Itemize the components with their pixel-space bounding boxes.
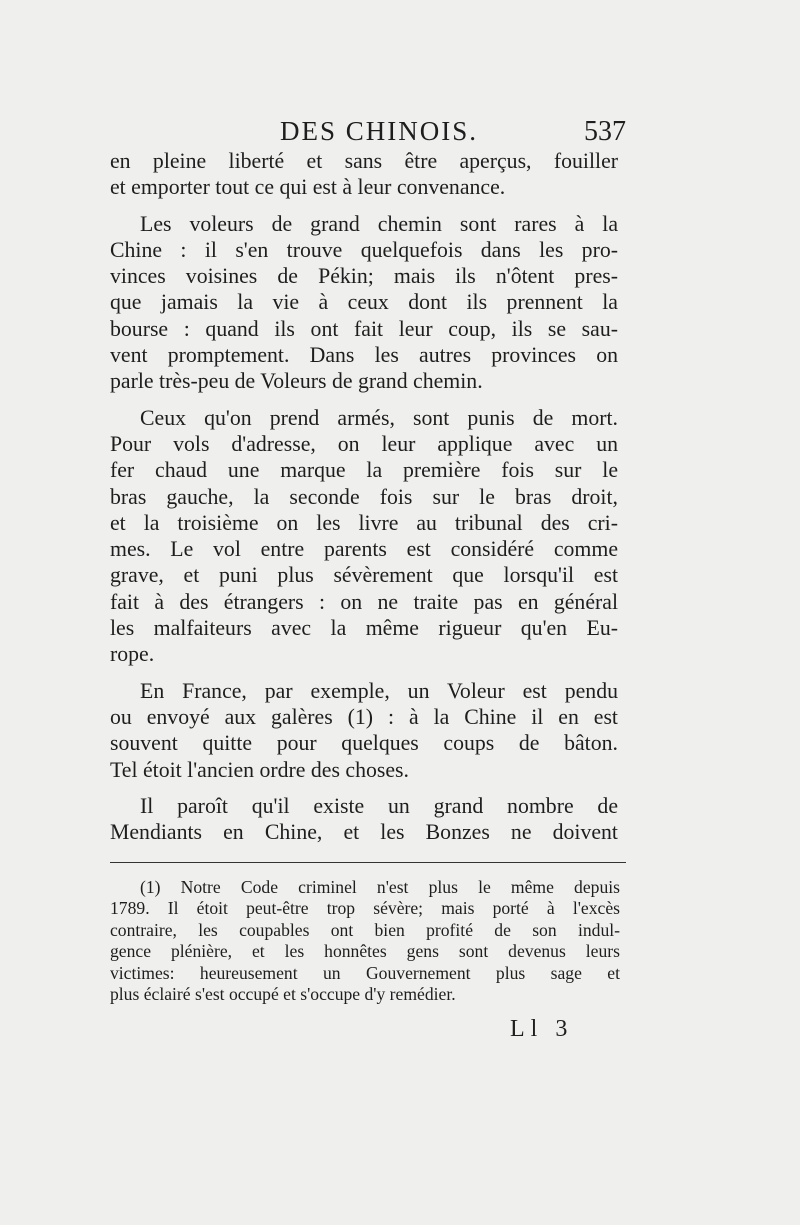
body-text	[110, 148, 618, 845]
text-line: Il paroît qu'il existe un grand nombre de	[140, 793, 618, 818]
text-line: vent promptement. Dans les autres provinces on	[110, 343, 618, 368]
text-line: que jamais la vie à ceux dont ils prennent la	[110, 290, 618, 315]
text-line: fer chaud une marque la première fois sur le	[110, 458, 618, 483]
text-line: Ceux qu'on prend armés, sont punis de mort.	[140, 405, 618, 430]
running-head: DES CHINOIS.	[280, 116, 479, 146]
text-line: vinces voisines de Pékin; mais ils n'ôtent pres-	[110, 264, 618, 289]
text-line: ou envoyé aux galères (1) : à la Chine il en est	[110, 704, 618, 729]
signature-mark: Ll 3	[510, 1016, 574, 1042]
footnote-line: victimes: heureusement un Gouvernement plus sage et	[110, 962, 620, 983]
text-line: Chine : il s'en trouve quelquefois dans les pro-	[110, 237, 618, 262]
text-line: bourse : quand ils ont fait leur coup, ils se sau-	[110, 316, 618, 341]
footnote-rule	[110, 862, 626, 863]
page-header	[110, 116, 626, 150]
footnote-line: 1789. Il étoit peut-être trop sévère; mais porté à l'excès	[110, 898, 620, 919]
text-line: en pleine liberté et sans être aperçus, fouiller	[110, 149, 618, 173]
text-line: grave, et puni plus sévèrement que lorsqu'il est	[110, 563, 618, 588]
text-line: parle très-peu de Voleurs de grand chemin.	[110, 369, 483, 394]
text-line: souvent quitte pour quelques coups de bâton.	[110, 731, 618, 756]
footnote-line: (1) Notre Code criminel n'est plus le même depuis	[140, 877, 620, 897]
footnote-line: plus éclairé s'est occupé et s'occupe d'y remédier.	[110, 983, 456, 1004]
text-line: Pour vols d'adresse, on leur applique avec un	[110, 431, 618, 456]
text-line: bras gauche, la seconde fois sur le bras droit,	[110, 484, 618, 509]
text-line: En France, par exemple, un Voleur est pendu	[140, 678, 618, 703]
text-line: Mendiants en Chine, et les Bonzes ne doivent	[110, 820, 618, 845]
footnote-line: contraire, les coupables ont bien profité de son indul-	[110, 919, 620, 940]
text-line: rope.	[110, 642, 155, 667]
page-number: 537	[584, 116, 626, 147]
footnote	[110, 877, 620, 1005]
text-line: mes. Le vol entre parents est considéré comme	[110, 537, 618, 562]
text-line: et emporter tout ce qui est à leur convenance.	[110, 175, 506, 200]
text-line: et la troisième on les livre au tribunal des cri-	[110, 510, 618, 535]
footnote-line: gence plénière, et les honnêtes gens sont devenus leurs	[110, 941, 620, 962]
text-line: les malfaiteurs avec la même rigueur qu'en Eu-	[110, 616, 618, 641]
text-line: fait à des étrangers : on ne traite pas en général	[110, 589, 618, 614]
text-line: Tel étoit l'ancien ordre des choses.	[110, 757, 409, 782]
text-line: Les voleurs de grand chemin sont rares à la	[140, 211, 618, 236]
